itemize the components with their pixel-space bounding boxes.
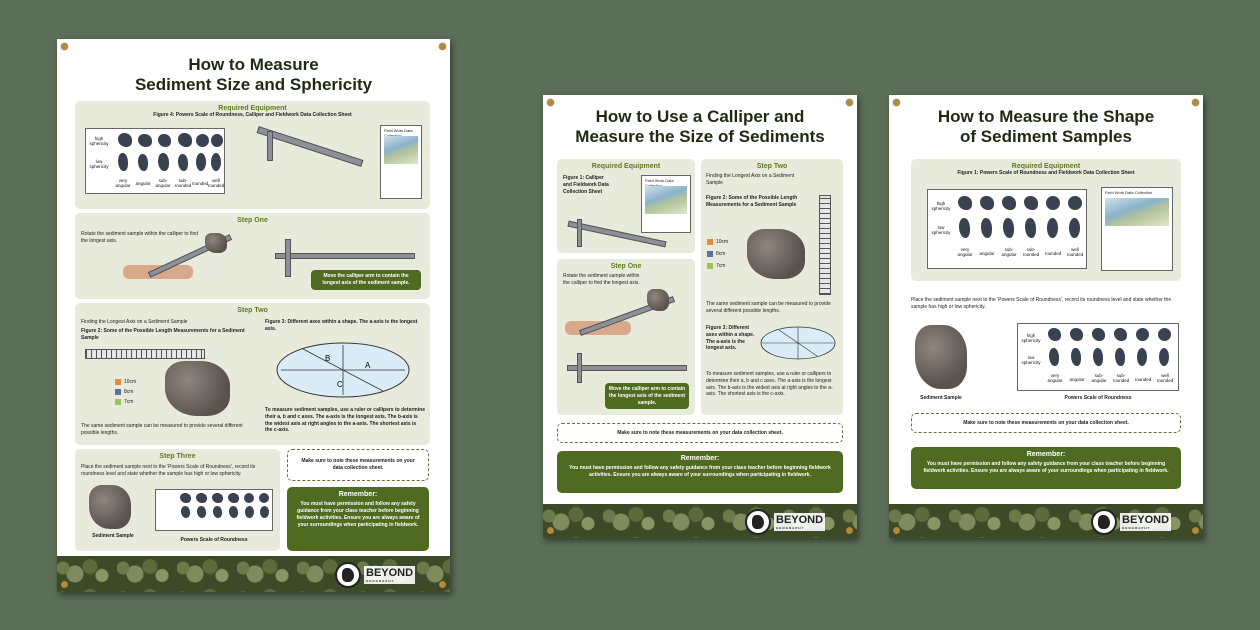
page-title: How to Use a Calliper and Measure the Size of Sediments [575, 107, 825, 146]
required-equipment-panel: Required Equipment Figure 4: Powers Scale of Roundness, Calliper and Fieldwork Data Collection Sheet high sphericity low sphericity very angular angular sub-angular sub-rounded rounded well rounded Field Work Data [75, 101, 430, 209]
step-two-panel: Step Two Finding the Longest Axis on a Sediment Sample Figure 2: Some of the Possible Length Measurements for a Sediment Sample 10cm 8cm 7cm The same sediment sample can be measured to provide several different possible lengths. Figure 3: Different axes within a shape. The a-axis is the longest axis. A B C To measure sediment samples, use a ruler or callipers to determine their a, b and c axes. The a-axis is the longest axis. The b-axis is the widest axis at right angles to the a-axis. The shortest axis is the c-axis. [75, 303, 430, 445]
page-title: How to Measure Sediment Size and Sphericity [134, 55, 373, 94]
powers-scale-grid: high sphericity low sphericity very angular angular sub-angular sub-rounded rounded well rounded [85, 128, 225, 194]
axis-label-a: A [365, 361, 371, 370]
beyond-logo: BEYOND GEOGRAPHY [745, 509, 825, 535]
globe-icon [745, 509, 771, 535]
beyond-logo: BEYOND GEOGRAPHY [335, 562, 415, 588]
remember-box: Remember: You must have permission and follow any safety guidance from your class teacher before beginning fieldwork activities. Ensure you are always aware of your surroundings when participating in fieldwork. [557, 451, 843, 493]
instruction-text: Place the sediment sample next to the 'Powers Scale of Roundness', record its roundness level and state whether the sample has high or low sphericity. [911, 297, 1172, 310]
axes-ellipse-diagram [273, 339, 413, 401]
note-box: Make sure to note these measurements on your data collection sheet. [911, 413, 1181, 433]
step-one-callout: Move the calliper arm to contain the longest axis of the sediment sample. [311, 270, 421, 290]
poster-calliper [543, 95, 857, 538]
remember-box: Remember: You must have permission and follow any safety guidance from your class teacher before beginning fieldwork activities. Ensure you are always aware of your surroundings when participating in fieldwork. [287, 487, 429, 551]
beyond-logo: BEYOND GEOGRAPHY [1091, 509, 1171, 535]
remember-box: Remember: You must have permission and follow any safety guidance from your class teacher before beginning fieldwork activities. Ensure you are always aware of your surroundings when participating in fieldwork. [911, 447, 1181, 489]
axes-ellipse-diagram [759, 325, 837, 361]
powers-scale-grid: high sphericity low sphericity very angular angular sub-angular sub-rounded rounded well rounded [1017, 323, 1179, 391]
required-equipment-panel: Required Equipment Figure 1: Calliper and Fieldwork Data Collection Sheet Field Work Data [557, 159, 695, 253]
step-three-panel: Step Three Place the sediment sample next to the 'Powers Scale of Roundness', record its roundness level and state whether the sample has high or low sphericity. Sediment Sample Powers Scale of Roundness [75, 449, 280, 551]
axis-label-b: B [325, 354, 331, 363]
poster-sediment-size-sphericity [57, 39, 450, 592]
globe-icon [1091, 509, 1117, 535]
poster-sediment-shape: How to Measure the Shape of Sediment Samples Required Equipment Figure 1: Powers Scale of Roundness and Fieldwork Data Collection Sheet high sphericity low sphericity very angular angular sub-angular sub-rounded rounded well rounded Field Work Data Collection Place the sediment sample next to the 'Powers Scale of Roundness', record its roundness level and state whether the sample has high or low sphericity. Sediment Sample high sphericity low sphericity very angular angular sub-angular sub-rounded rounded well rounded Powers Scale of Roundness Make sure to note these measurements on your data collection sheet. Remember: You must have permission and follow any safety guidance from your class teacher before beginning fieldwork activities. Ensure you are always aware of your surroundings when participating in fieldwork. BEYOND GEOGRAPHY [889, 95, 1203, 538]
ruler [819, 195, 831, 295]
sediment-rock [915, 325, 967, 389]
page-title: How to Measure the Shape of Sediment Samples [937, 107, 1155, 146]
axis-label-c: C [337, 380, 343, 389]
sediment-rock [165, 361, 230, 416]
ruler [85, 349, 205, 359]
globe-icon [335, 562, 361, 588]
step-one-callout: Move the calliper arm to contain the longest axis of the sediment sample. [605, 383, 689, 409]
step-one-panel: Step One Rotate the sediment sample within the calliper to find the longest axis. Move the calliper arm to contain the longest axis of the sediment sample. [557, 259, 695, 415]
step-one-panel: Step One Rotate the sediment sample within the calliper to find the longest axis. Move the calliper arm to contain the longest axis of the sediment sample. [75, 213, 430, 299]
note-box: Make sure to note these measurements on your data collection sheet. [287, 449, 429, 481]
note-box: Make sure to note these measurements on your data collection sheet. [557, 423, 843, 443]
step-two-panel: Step Two Finding the Longest Axis on a Sediment Sample Figure 2: Some of the Possible Length Measurements for a Sediment Sample 10cm 8cm 7cm The same sediment sample can be measured to provide several different possible lengths. Figure 3: Different axes within a shape. The a-axis is the longest axis. To measure sediment samples, use a ruler or callipers to determine their a, b and c axes. The a-axis is the longest axis. The b-axis is the widest axis at right angles to the a-axis. The shortest axis is the c-axis. [701, 159, 843, 415]
data-collection-sheet: Field Work Data [380, 125, 422, 199]
required-equipment-panel: Required Equipment Figure 1: Powers Scale of Roundness and Fieldwork Data Collection Sheet high sphericity low sphericity very angular angular sub-angular sub-rounded rounded well rounded Field Work Data Collection [911, 159, 1181, 281]
